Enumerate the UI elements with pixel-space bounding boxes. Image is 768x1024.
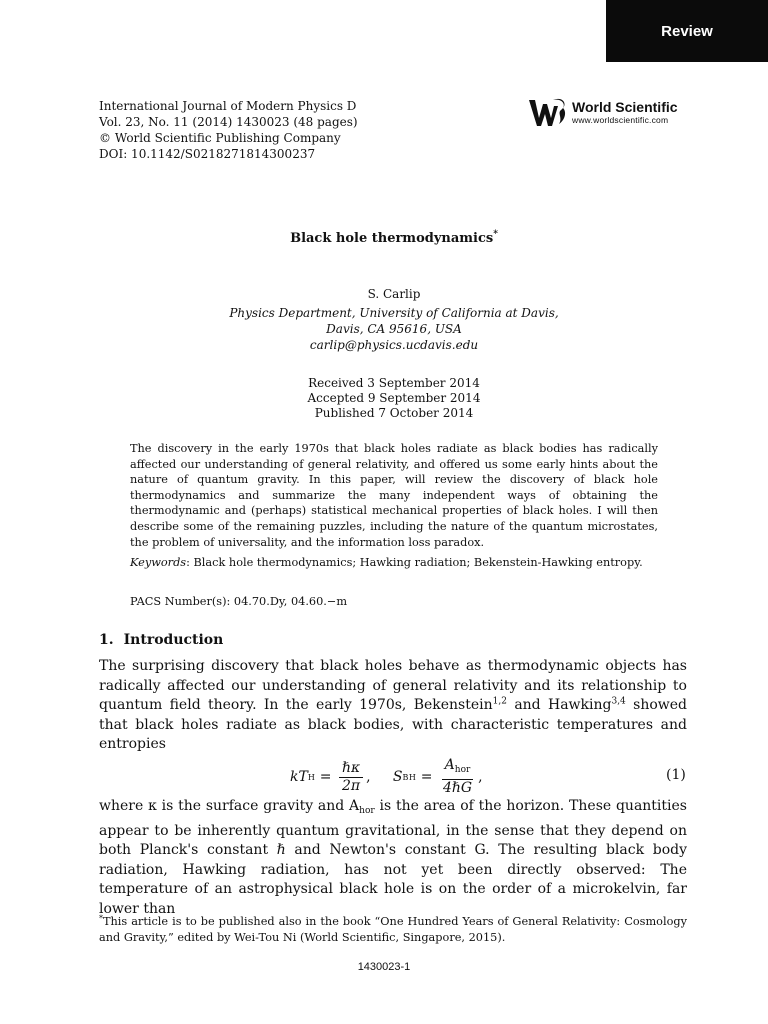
doi: DOI: 10.1142/S0218271814300237: [99, 147, 316, 161]
intro-paragraph-1: [99, 657, 687, 755]
para2-text-b: is the area of the horizon. These quantities appear to be inherently quantum gravitational, in the sense that they depend on both Planck's constant ℏ and Newton's constant G. The resulting black body radiation, Hawking radiation, has not yet been directly observed: The temperature of an astrophysical black hole is on the order of a microkelvin, far lower than: [99, 798, 687, 917]
eq-fraction-1: [339, 760, 363, 795]
section-title: Introduction: [123, 632, 224, 648]
page-number: 1430023-1: [357, 961, 411, 973]
author-email: carlip@physics.ucdavis.edu: [309, 338, 479, 352]
world-scientific-logo-icon: [527, 96, 567, 130]
equation-number: (1): [666, 767, 686, 783]
publisher-url: www.worldscientific.com: [572, 115, 669, 125]
keywords-text: : Black hole thermodynamics; Hawking radiation; Bekenstein-Hawking entropy.: [186, 556, 643, 569]
abstract: The discovery in the early 1970s that black holes radiate as black bodies has radically affected our understanding of general relativity, and offered us some early hints about the nature of quantum gravity. In this paper, will review the discovery of black hole thermodynamics and summarize the many independent ways of obtaining the thermodynamic and (perhaps) statistical mechanical properties of black holes. I will then describe some of the remaining puzzles, including the nature of the quantum microstates, the problem of universality, and the information loss paradox.: [130, 442, 658, 549]
eq-bh-sub: BH: [402, 772, 417, 782]
citation-bekenstein[interactable]: 1,2: [492, 696, 507, 707]
publisher-name: World Scientific: [572, 99, 678, 115]
eq-h-sub: H: [307, 772, 316, 782]
keywords: [130, 555, 658, 571]
keywords-label: Keywords: [130, 556, 187, 569]
footnote: [99, 911, 687, 945]
affiliation-line2: Davis, CA 95616, USA: [326, 322, 462, 336]
eq-equals-2: =: [416, 769, 437, 785]
eq-kt: kT: [290, 769, 308, 785]
eq-denominator-1: 2π: [342, 777, 361, 794]
eq-a: A: [444, 757, 455, 773]
eq-denominator-2: 4ℏG: [442, 780, 473, 796]
history-dates: [99, 376, 689, 421]
eq-hor-sub: hor: [454, 765, 471, 775]
equation-1: [290, 757, 483, 797]
eq-s: S: [392, 769, 403, 785]
affiliation-line1: Physics Department, University of California at Davis,: [229, 306, 559, 320]
journal-name: International Journal of Modern Physics D: [99, 99, 357, 113]
received-date: Received 3 September 2014: [308, 376, 480, 390]
para1-text-a: The surprising discovery that black holes behave as thermodynamic objects has radically affected our understanding of general relativity and its relationship to quantum field theory. In the early 1970s, Bekenstein: [99, 658, 687, 713]
pacs-numbers: PACS Number(s): 04.70.Dy, 04.60.−m: [130, 595, 348, 608]
paper-title-text: Black hole thermodynamics: [290, 231, 494, 246]
eq-equals-1: =: [315, 769, 336, 785]
copyright: © World Scientific Publishing Company: [99, 131, 341, 145]
eq-end: ,: [478, 769, 483, 785]
section-heading: [99, 632, 223, 648]
para1-text-c: showed that black holes radiate as black bodies, with characteristic temperatures and entropies: [99, 697, 687, 752]
author-name: S. Carlip: [367, 287, 421, 301]
eq-numerator-2: [442, 757, 474, 780]
eq-numerator-1: ℏκ: [339, 760, 363, 778]
para1-text-b: and Hawking: [506, 697, 612, 713]
section-number: 1.: [99, 632, 114, 648]
footnote-mark: *: [99, 914, 103, 923]
accepted-date: Accepted 9 September 2014: [307, 391, 481, 405]
intro-paragraph-2: [99, 797, 687, 919]
citation-hawking[interactable]: 3,4: [611, 696, 626, 707]
para2-hor-sub: hor: [359, 806, 375, 816]
published-date: Published 7 October 2014: [314, 406, 474, 420]
affiliation: [99, 305, 689, 353]
eq-separator: ,: [366, 769, 393, 785]
publisher-text: [572, 100, 678, 126]
paper-title: [99, 231, 689, 246]
footnote-text: This article is to be published also in the book “One Hundred Years of General Relativity: Cosmology and Gravity,” edited by Wei-Tou Ni (World Scientific, Singapore, 2015).: [99, 915, 687, 944]
eq-fraction-2: [440, 757, 475, 797]
journal-info: [99, 98, 358, 162]
title-footnote-mark: *: [493, 229, 498, 240]
para2-text-a: where κ is the surface gravity and A: [99, 798, 360, 814]
journal-volume: Vol. 23, No. 11 (2014) 1430023 (48 pages): [99, 115, 358, 129]
publisher-logo: [527, 96, 697, 130]
review-badge: Review: [606, 0, 768, 62]
